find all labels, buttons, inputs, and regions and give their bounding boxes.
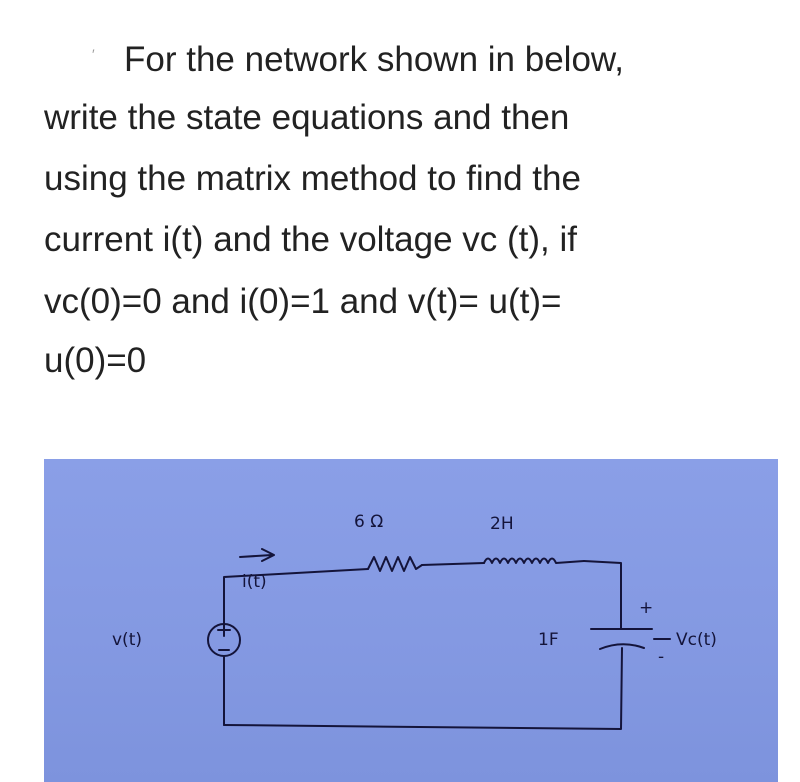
current-arrow [240,549,274,561]
inductor-symbol [484,559,584,564]
cap-plus-sign: + [639,598,654,618]
question-line-3: using the matrix method to find the [44,159,581,198]
resistor-label: 6 Ω [354,512,384,532]
question-line-1: For the network shown in below, [124,40,624,79]
question-line-2: write the state equations and then [44,98,570,137]
right-wire-top [584,561,621,629]
mid-wire [422,563,484,565]
inductor-label: 2H [490,514,514,534]
question-line-5: vc(0)=0 and i(0)=1 and v(t)= u(t)= [44,282,562,321]
question-line-6: u(0)=0 [44,341,147,380]
stray-mark: ′ [92,46,95,62]
circuit-photo [44,459,778,782]
circuit-diagram [44,459,778,782]
right-wire-bottom [224,648,622,729]
source-plus [218,624,230,636]
capacitor-label: 1F [538,630,559,650]
cap-voltage-label: Vc(t) [676,630,717,650]
question-line-4: current i(t) and the voltage vc (t), if [44,220,577,259]
cap-minus-sign: - [658,647,665,667]
current-label: i(t) [242,572,267,592]
resistor-symbol [368,557,422,571]
source-label: v(t) [112,630,142,650]
